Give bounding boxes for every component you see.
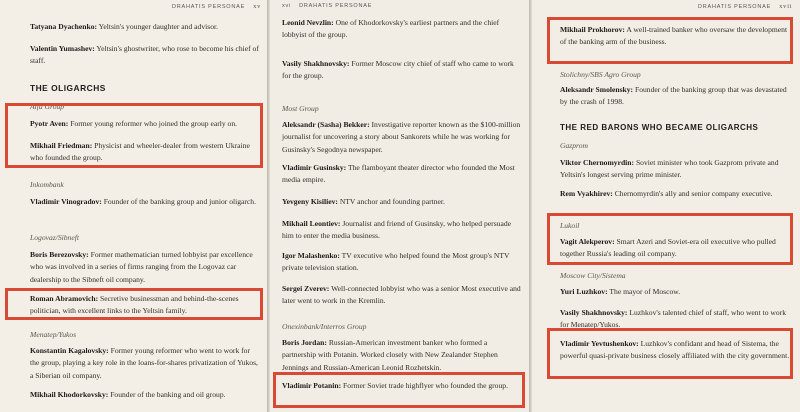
entry-vladimir-yevtushenkov bbox=[560, 338, 790, 363]
entry-name: Vagit Alekperov: bbox=[560, 237, 615, 246]
entry-name: Yuri Luzhkov: bbox=[560, 287, 608, 296]
entry-name: Vasily Shakhnovsky: bbox=[282, 59, 350, 68]
entry-desc: Luzhkov's talented chief of staff, who went to work for Menatep/Yukos. bbox=[560, 308, 787, 330]
entry-name: Aleksandr (Sasha) Bekker: bbox=[282, 120, 370, 129]
entry-name: Pyotr Aven: bbox=[30, 119, 69, 128]
entry-name: Mikhail Friedman: bbox=[30, 141, 93, 150]
page-number: xv bbox=[253, 3, 262, 10]
entry-name: Viktor Chernomyrdin: bbox=[560, 158, 635, 167]
entry-desc: Founder of the banking and oil group. bbox=[110, 390, 226, 399]
entry-desc: Yeltsin's younger daughter and advisor. bbox=[98, 22, 218, 31]
entry-mikhail-prokhorov bbox=[560, 24, 790, 49]
group-label-inkombank: Inkombank bbox=[30, 180, 64, 189]
entry-name: Igor Malashenko: bbox=[282, 251, 340, 260]
entry-desc: Smart Azeri and Soviet-era oil executive who pulled together Russia's leading oil company. bbox=[560, 237, 776, 259]
group-label-lukoil: Lukoil bbox=[560, 221, 580, 230]
entry-name: Rem Vyakhirev: bbox=[560, 189, 613, 198]
entry-desc: The flamboyant theater director who founded the Most media empire. bbox=[282, 163, 515, 185]
page-number: xvii bbox=[779, 3, 793, 10]
entry-vladimir-vinogradov bbox=[30, 196, 260, 208]
entry-name: Vladimir Vinogradov: bbox=[30, 197, 102, 206]
entry-desc: Former young reformer who went to work for the group, playing a key role in the loans-for-shares privatization of Yukos, a Siberian oil company. bbox=[30, 346, 258, 380]
entry-name: Yevgeny Kisiliev: bbox=[282, 197, 338, 206]
entry-name: Vladimir Yevtushenkov: bbox=[560, 339, 639, 348]
entry-name: Valentin Yumashev: bbox=[30, 44, 95, 53]
page-left bbox=[0, 0, 268, 412]
running-head-left bbox=[172, 3, 261, 10]
entry-mikhail-leontiev bbox=[282, 218, 522, 243]
group-label-stolichny: Stolichny/SBS Agro Group bbox=[560, 70, 641, 79]
group-label-menatep: Menatep/Yukos bbox=[30, 330, 77, 339]
entry-name: Sergei Zverev: bbox=[282, 284, 330, 293]
entry-name: Vasily Shakhnovsky: bbox=[560, 308, 628, 317]
entry-konstantin-kagalovsky bbox=[30, 345, 260, 382]
entry-desc: Yeltsin's ghostwriter, who rose to become his chief of staff. bbox=[30, 44, 259, 66]
entry-yuri-luzhkov bbox=[560, 286, 790, 298]
entry-name: Boris Jordan: bbox=[282, 338, 327, 347]
entry-vasily-shakhnovsky bbox=[282, 58, 522, 83]
entry-name: Konstantin Kagalovsky: bbox=[30, 346, 109, 355]
group-label-logovaz: Logovaz/Sibneft bbox=[30, 233, 79, 242]
entry-desc: Secretive businessman and behind-the-scenes politician, with excellent links to the Yeltsin family. bbox=[30, 294, 239, 316]
entry-valentin-yumashev bbox=[30, 43, 260, 68]
entry-boris-jordan bbox=[282, 337, 522, 374]
entry-desc: Chernomyrdin's ally and senior company executive. bbox=[614, 189, 773, 198]
entry-desc: Russian-American investment banker who formed a partnership with Potanin. Worked closely with New Zealander Stephen Jennings and Russian-American Leonid Rozhetskin. bbox=[282, 338, 498, 372]
entry-name: Tatyana Dyachenko: bbox=[30, 22, 98, 31]
entry-vladimir-gusinsky bbox=[282, 162, 522, 187]
entry-rem-vyakhirev bbox=[560, 188, 790, 200]
entry-desc: The mayor of Moscow. bbox=[609, 287, 681, 296]
entry-vasily-shakhnovsky-2 bbox=[560, 307, 790, 332]
running-head-middle bbox=[282, 3, 372, 9]
entry-pyotr-aven bbox=[30, 118, 260, 130]
entry-leonid-nevzlin bbox=[282, 17, 522, 42]
entry-viktor-chernomyrdin bbox=[560, 157, 790, 182]
entry-tatyana-dyachenko bbox=[30, 21, 260, 33]
running-head-title: DRAHATIS PERSONAE bbox=[299, 3, 373, 9]
entry-name: Vladimir Gusinsky: bbox=[282, 163, 347, 172]
entry-desc: Physicist and wheeler-dealer from western Ukraine who founded the group. bbox=[30, 141, 250, 163]
entry-sasha-bekker bbox=[282, 119, 522, 156]
section-heading-oligarchs: THE OLIGARCHS bbox=[30, 83, 106, 93]
entry-name: Mikhail Leontiev: bbox=[282, 219, 341, 228]
group-label-gazprom: Gazprom bbox=[560, 141, 588, 150]
entry-desc: Former young reformer who joined the group early on. bbox=[70, 119, 238, 128]
section-heading-red-barons: THE RED BARONS WHO BECAME OLIGARCHS bbox=[560, 123, 759, 132]
entry-name: Mikhail Khodorkovsky: bbox=[30, 390, 109, 399]
entry-desc: A well-trained banker who oversaw the development of the banking arm of the business. bbox=[560, 25, 788, 47]
group-label-most: Most Group bbox=[282, 104, 319, 113]
entry-sergei-zverev bbox=[282, 283, 522, 308]
page-number: xvi bbox=[282, 3, 292, 9]
entry-boris-berezovsky bbox=[30, 249, 260, 286]
entry-roman-abramovich bbox=[30, 293, 260, 318]
entry-name: Leonid Nevzlin: bbox=[282, 18, 334, 27]
group-label-moscow-city: Moscow City/Sistema bbox=[560, 271, 626, 280]
entry-mikhail-khodorkovsky bbox=[30, 389, 260, 401]
page-right bbox=[532, 0, 800, 412]
entry-desc: Investigative reporter known as the $100-million journalist for uncovering a story about Sankorets while he was working for Gusinsky's Segodnya newspaper. bbox=[282, 120, 521, 154]
entry-desc: One of Khodorkovsky's earliest partners and the chief lobbyist of the group. bbox=[282, 18, 500, 40]
entry-desc: Founder of the banking group that was devastated by the crash of 1998. bbox=[560, 85, 787, 107]
entry-aleksandr-smolensky bbox=[560, 84, 790, 109]
page-middle bbox=[270, 0, 530, 412]
running-head-title: DRAHATIS PERSONAE bbox=[172, 4, 246, 10]
entry-desc: Former Moscow city chief of staff who came to work for the group. bbox=[282, 59, 514, 81]
entry-desc: Former Soviet trade highflyer who founded the group. bbox=[343, 381, 508, 390]
entry-name: Aleksandr Smolensky: bbox=[560, 85, 634, 94]
entry-vladimir-potanin bbox=[282, 380, 522, 392]
group-label-alfa: Alfa Group bbox=[30, 102, 65, 111]
entry-desc: Luzhkov's confidant and head of Sistema, the powerful quasi-private business closely affiliated with the city government. bbox=[560, 339, 790, 361]
running-head-right bbox=[698, 3, 792, 10]
entry-name: Vladimir Potanin: bbox=[282, 381, 342, 390]
entry-desc: TV executive who helped found the Most group's NTV private television station. bbox=[282, 251, 510, 273]
entry-name: Roman Abramovich: bbox=[30, 294, 99, 303]
entry-name: Mikhail Prokhorov: bbox=[560, 25, 625, 34]
entry-desc: Founder of the banking group and junior oligarch. bbox=[103, 197, 256, 206]
entry-desc: Former mathematician turned lobbyist par excellence who was involved in a series of firms ranging from the Logovaz car dealership to the Sibneft oil company. bbox=[30, 250, 253, 284]
entry-desc: NTV anchor and founding partner. bbox=[339, 197, 445, 206]
entry-desc: Journalist and friend of Gusinsky, who helped persuade him to enter the media business. bbox=[282, 219, 511, 241]
entry-name: Boris Berezovsky: bbox=[30, 250, 89, 259]
entry-yevgeny-kisiliev bbox=[282, 196, 522, 208]
entry-desc: Well-connected lobbyist who was a senior Most executive and later went to work in the Kremlin. bbox=[282, 284, 521, 306]
entry-igor-malashenko bbox=[282, 250, 522, 275]
entry-desc: Soviet minister who took Gazprom private and Yeltsin's longest serving prime minister. bbox=[560, 158, 779, 180]
entry-mikhail-friedman bbox=[30, 140, 260, 165]
group-label-onexim: Onexinbank/Interros Group bbox=[282, 322, 367, 331]
running-head-title: DRAHATIS PERSONAE bbox=[698, 4, 772, 10]
entry-vagit-alekperov bbox=[560, 236, 790, 261]
